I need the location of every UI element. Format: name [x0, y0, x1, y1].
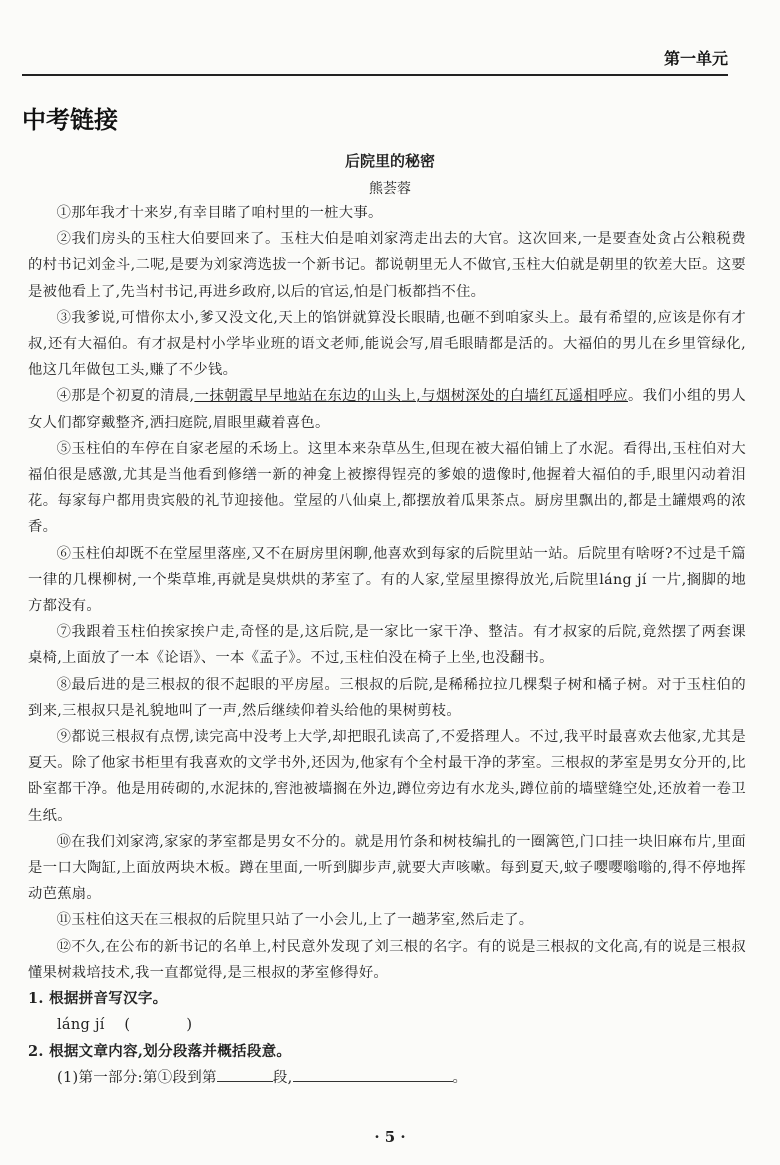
paren-open: (: [124, 1017, 131, 1034]
paragraph-12: ⑫不久,在公布的新书记的名单上,村民意外发现了刘三根的名字。有的说是三根叔的文化高,有的说是三根叔懂果树栽培技术,我一直都觉得,是三根叔的茅室修得好。: [28, 938, 746, 981]
paragraph-5: ⑤玉柱伯的车停在自家老屋的禾场上。这里本来杂草丛生,但现在被大福伯铺上了水泥。看得出,玉柱伯对大福伯很是感激,尤其是当他看到修缮一新的神龛上被擦得锃亮的爹娘的遗像时,他握着大福伯的手,眼里闪动着泪花。每家每户都用贵宾般的礼节迎接他。堂屋的八仙桌上,都摆放着瓜果茶点。厨房里飘出的,都是土罐煨鸡的浓香。: [28, 440, 746, 536]
q2-prefix: (1)第一部分:第①段到第: [57, 1069, 217, 1086]
article-title: 后院里的秘密: [344, 152, 435, 170]
question-2-part-1: [28, 1065, 746, 1091]
paragraph-7: ⑦我跟着玉柱伯挨家挨户走,奇怪的是,这后院,是一家比一家干净、整洁。有才叔家的后院,竟然摆了两套课桌椅,上面放了一本《论语》、一本《孟子》。不过,玉柱伯没在椅子上坐,也没翻书。: [28, 624, 746, 667]
paragraph-6: ⑥玉柱伯却既不在堂屋里落座,又不在厨房里闲聊,他喜欢到每家的后院里站一站。后院里有啥呀?不过是千篇一律的几棵柳树,一个柴草堆,再就是臭烘烘的茅室了。有的人家,堂屋里擦得放光,后院里láng jí 一片,搁脚的地方都没有。: [28, 545, 746, 615]
header-rule: [22, 74, 728, 76]
page-number: · 5 ·: [374, 1128, 406, 1146]
paragraph-9: ⑨都说三根叔有点愣,读完高中没考上大学,却把眼孔读高了,不爱搭理人。不过,我平时最喜欢去他家,尤其是夏天。除了他家书柜里有我喜欢的文学书外,还因为,他家有个全村最干净的茅室。三根叔的茅室是男女分开的,比卧室都干净。他是用砖砌的,水泥抹的,窖池被墙搁在外边,蹲位旁边有水龙头,蹲位前的墙壁缝空处,还放着一卷卫生纸。: [28, 729, 746, 824]
paragraph-4-lead: ④那是个初夏的清晨,: [56, 388, 195, 405]
article-author: 熊荟蓉: [369, 181, 411, 197]
q2-mid: 段,: [272, 1069, 293, 1086]
q2-end: 。: [452, 1069, 468, 1086]
paragraph-number-blank[interactable]: [217, 1065, 273, 1082]
unit-title: 第一单元: [663, 49, 728, 68]
section-title: 中考链接: [22, 106, 118, 134]
paragraph-1: ①那年我才十来岁,有幸目睹了咱村里的一桩大事。: [56, 205, 383, 221]
paragraph-11: ⑪玉柱伯这天在三根叔的后院里只站了一小会儿,上了一趟茅室,然后走了。: [56, 912, 534, 929]
paragraph-4: [28, 383, 746, 435]
underlined-sentence: 一抹朝霞早早地站在东边的山头上,与烟树深处的白墙红瓦遥相呼应: [194, 388, 628, 405]
pinyin-label: láng jí: [57, 1017, 105, 1034]
article-body: [28, 200, 746, 1091]
question-2: 2. 根据文章内容,划分段落并概括段意。: [28, 1042, 292, 1060]
paren-close: ): [186, 1017, 193, 1034]
paragraph-10: ⑩在我们刘家湾,家家的茅室都是男女不分的。就是用竹条和树枝编扎的一圈篱笆,门口挂一块旧麻布片,里面是一口大陶缸,上面放两块木板。蹲在里面,一听到脚步声,就要大声咳嗽。每到夏天,蚊子嘤嘤嗡嗡的,得不停地挥动芭蕉扇。: [28, 833, 746, 903]
paragraph-2: ②我们房头的玉柱大伯要回来了。玉柱大伯是咱刘家湾走出去的大官。这次回来,一是要查处贪占公粮税费的村书记刘金斗,二呢,是要为刘家湾选拔一个新书记。都说朝里无人不做官,玉柱大伯就是朝里的钦差大臣。这要是被他看上了,先当村书记,再进乡政府,以后的官运,怕是门板都挡不住。: [28, 231, 746, 300]
question-1-answer: [28, 1012, 746, 1038]
paragraph-8: ⑧最后进的是三根叔的很不起眼的平房屋。三根叔的后院,是稀稀拉拉几棵梨子树和橘子树。对于玉柱伯的到来,三根叔只是礼貌地叫了一声,然后继续仰着头给他的果树剪枝。: [28, 676, 746, 719]
paragraph-3: ③我爹说,可惜你太小,爹又没文化,天上的馅饼就算没长眼睛,也砸不到咱家头上。最有希望的,应该是你有才叔,还有大福伯。有才叔是村小学毕业班的语文老师,能说会写,眉毛眼睛都是活的。大福伯的男儿在乡里管绿化,他这几年做包工头,赚了不少钱。: [28, 309, 746, 379]
paragraph-4-tail: 。我们小组的男人女人们都穿戴整齐,洒扫庭院,眉眼里藏着喜色。: [28, 388, 746, 431]
summary-blank[interactable]: [293, 1065, 453, 1082]
question-1: 1. 根据拼音写汉字。: [28, 990, 168, 1008]
